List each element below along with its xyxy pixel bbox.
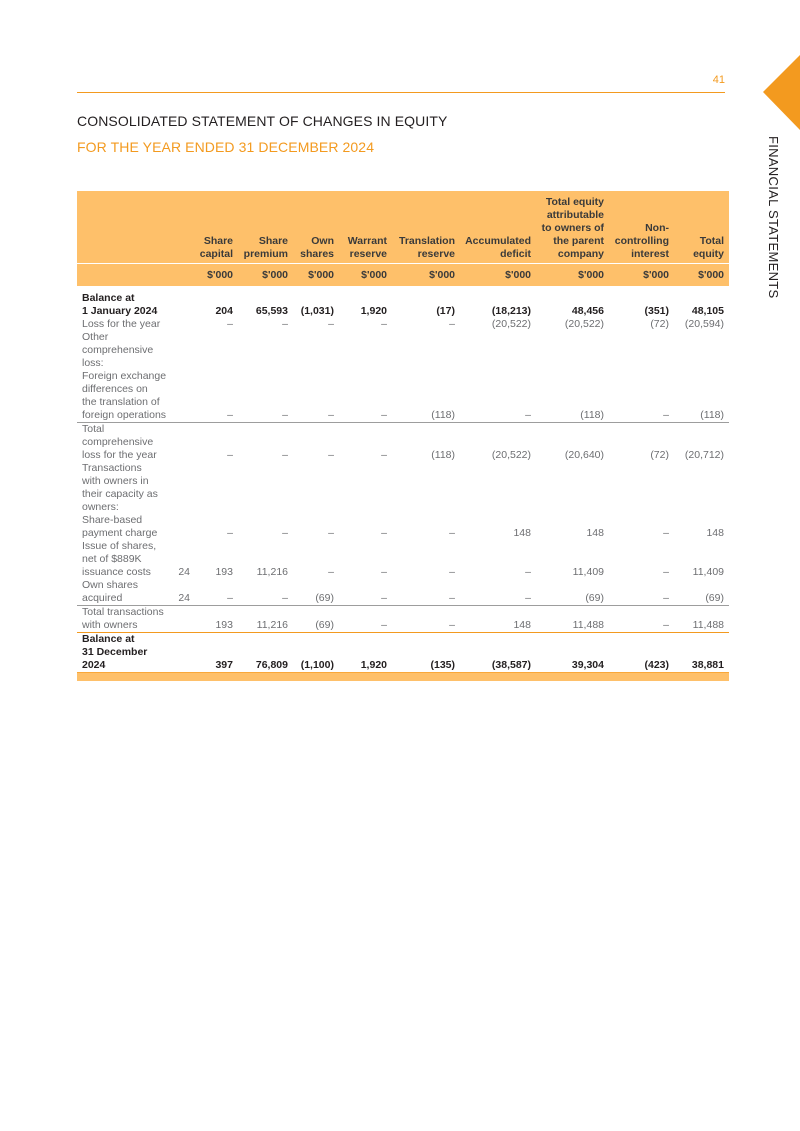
row-label-line: their capacity as <box>82 488 158 500</box>
column-header <box>77 191 172 264</box>
column-header <box>460 191 536 264</box>
cell-value: (1,031) <box>300 305 334 317</box>
row-label-line: Transactions <box>82 462 142 474</box>
footer-bar-cell <box>77 673 172 682</box>
cell-value <box>674 331 729 370</box>
footer-bar-cell <box>536 673 609 682</box>
cell-value: – <box>392 606 460 633</box>
cell-value: 11,409 <box>572 566 604 578</box>
column-header-line <box>392 209 455 222</box>
cell-value <box>392 331 460 370</box>
cell-value: 38,881 <box>674 633 729 673</box>
table-row <box>77 423 729 463</box>
note-ref <box>172 633 194 673</box>
row-label-line: 2024 <box>82 659 106 671</box>
note-ref <box>172 318 194 331</box>
cell-value: – <box>227 592 233 604</box>
cell-value: – <box>381 592 387 604</box>
footer-bar-cell <box>194 673 238 682</box>
cell-value: 11,216 <box>256 566 288 578</box>
column-header-line <box>609 209 669 222</box>
column-header-line <box>293 209 334 222</box>
column-header-line: Non- <box>645 222 669 234</box>
cell-value <box>238 462 293 514</box>
cell-value: (17) <box>436 305 455 317</box>
row-label-line: Own shares <box>82 579 139 591</box>
cell-value <box>460 462 536 514</box>
cell-value: 11,409 <box>692 566 724 578</box>
cell-value: – <box>328 527 334 539</box>
unit-label: $'000 <box>238 264 293 287</box>
column-header-line <box>339 196 387 209</box>
column-header-line <box>674 222 724 235</box>
cell-value: (423) <box>609 633 674 673</box>
table-row <box>77 286 729 318</box>
cell-value: 11,488 <box>536 606 609 633</box>
cell-value: 1,920 <box>339 633 392 673</box>
column-header-line <box>172 248 189 261</box>
equity-table <box>77 191 729 681</box>
column-header-line <box>77 222 172 235</box>
cell-value: 148 <box>460 606 536 633</box>
table-footer-bar <box>77 673 729 682</box>
cell-value: 76,809 <box>238 633 293 673</box>
column-header-line <box>172 222 189 235</box>
cell-value: 193 <box>194 606 238 633</box>
row-label-line: with owners <box>82 619 138 631</box>
cell-value: – <box>663 527 669 539</box>
column-header-line: Share <box>203 235 233 247</box>
column-header <box>172 191 194 264</box>
column-header-line <box>172 209 189 222</box>
column-header-line: deficit <box>500 248 531 260</box>
page-number: 41 <box>712 74 725 86</box>
column-header-line: controlling <box>614 235 669 247</box>
cell-value: (69) <box>705 592 724 604</box>
table-row <box>77 318 729 331</box>
cell-value: (20,522) <box>564 318 604 330</box>
row-label-line: acquired <box>82 592 123 604</box>
row-label <box>77 370 172 423</box>
row-label-line: Other <box>82 331 109 343</box>
note-ref: 24 <box>178 566 190 578</box>
row-label <box>77 286 172 318</box>
cell-value: – <box>293 423 339 463</box>
row-label-line: owners: <box>82 501 119 513</box>
cell-value: – <box>227 318 233 330</box>
column-header-line <box>392 196 455 209</box>
cell-value: (18,213) <box>491 305 531 317</box>
column-header-line <box>238 222 288 235</box>
footer-bar-cell <box>392 673 460 682</box>
unit-label: $'000 <box>293 264 339 287</box>
cell-value: (69) <box>293 606 339 633</box>
column-header-line <box>77 196 172 209</box>
column-header-line <box>194 222 233 235</box>
cell-value: – <box>663 566 669 578</box>
column-header-line <box>674 209 724 222</box>
cell-value: (20,522) <box>491 318 531 330</box>
row-label-line: payment charge <box>82 527 158 539</box>
cell-value: – <box>282 409 288 421</box>
row-label-line: Total <box>82 423 105 435</box>
column-header-line <box>77 235 172 248</box>
unit-label: $'000 <box>674 264 729 287</box>
cell-value: – <box>381 318 387 330</box>
unit-label: $'000 <box>339 264 392 287</box>
cell-value: – <box>449 527 455 539</box>
cell-value <box>194 331 238 370</box>
cell-value: – <box>227 527 233 539</box>
row-label-line: foreign operations <box>82 409 167 421</box>
column-header-line: interest <box>631 248 669 260</box>
cell-value: (351) <box>644 305 669 317</box>
note-ref: 24 <box>178 592 190 604</box>
unit-label: $'000 <box>609 264 674 287</box>
corner-tab <box>760 55 800 130</box>
note-ref <box>172 423 194 463</box>
cell-value: – <box>449 592 455 604</box>
column-header <box>194 191 238 264</box>
cell-value: – <box>339 423 392 463</box>
cell-value: – <box>282 318 288 330</box>
row-label <box>77 318 172 331</box>
row-label <box>77 331 172 370</box>
unit-label: $'000 <box>460 264 536 287</box>
cell-value: – <box>227 409 233 421</box>
column-header <box>536 191 609 264</box>
footer-bar-cell <box>293 673 339 682</box>
cell-value: – <box>328 566 334 578</box>
row-label-line: differences on <box>82 383 148 395</box>
column-header-line <box>609 196 669 209</box>
cell-value: – <box>449 566 455 578</box>
column-header-line <box>172 196 189 209</box>
row-label-line: issuance costs <box>82 566 151 578</box>
cell-value: (20,594) <box>684 318 724 330</box>
section-label-text: FINANCIAL STATEMENTS <box>766 136 781 299</box>
row-label-line: Balance at <box>82 633 135 645</box>
row-label-line: loss: <box>82 357 104 369</box>
row-label-line: the translation of <box>82 396 160 408</box>
column-header-line <box>460 222 531 235</box>
unit-label: $'000 <box>392 264 460 287</box>
row-label-line: with owners in <box>82 475 149 487</box>
row-label-line: Balance at <box>82 292 135 304</box>
column-header-line <box>293 196 334 209</box>
unit-label <box>77 264 172 287</box>
table-row <box>77 606 729 633</box>
column-header-line: to owners of <box>541 222 604 234</box>
row-label-line: Foreign exchange <box>82 370 167 382</box>
column-header-line <box>674 196 724 209</box>
note-ref <box>172 370 194 423</box>
row-label <box>77 579 172 606</box>
column-header-line <box>460 209 531 222</box>
cell-value: – <box>609 606 674 633</box>
cell-value: (38,587) <box>460 633 536 673</box>
column-header-line: Total <box>699 235 724 247</box>
column-header-line: the parent <box>553 235 604 247</box>
column-header-line: capital <box>199 248 233 260</box>
cell-value: – <box>525 409 531 421</box>
cell-value: – <box>381 527 387 539</box>
cell-value: (118) <box>431 409 455 421</box>
row-label-line: 1 January 2024 <box>82 305 158 317</box>
cell-value: – <box>525 592 531 604</box>
footer-bar-cell <box>674 673 729 682</box>
table-row <box>77 514 729 540</box>
row-label-line: Total transactions <box>82 606 164 618</box>
page-title: CONSOLIDATED STATEMENT OF CHANGES IN EQUITY <box>77 113 448 129</box>
note-ref <box>172 462 194 514</box>
column-header-line <box>194 196 233 209</box>
column-header-line <box>339 209 387 222</box>
cell-value <box>293 331 339 370</box>
row-label <box>77 606 172 633</box>
column-header <box>609 191 674 264</box>
column-header-line: equity <box>693 248 724 260</box>
cell-value: (20,640) <box>536 423 609 463</box>
column-header-line <box>194 209 233 222</box>
cell-value <box>609 462 674 514</box>
column-header-line: Accumulated <box>465 235 531 247</box>
column-header-line: reserve <box>349 248 387 260</box>
cell-value: – <box>381 566 387 578</box>
cell-value: (69) <box>585 592 604 604</box>
column-header-line: Total equity <box>545 196 604 208</box>
column-header-line: Own <box>311 235 334 247</box>
cell-value: – <box>663 409 669 421</box>
column-header-line: Translation <box>398 235 455 247</box>
cell-value: (118) <box>580 409 604 421</box>
row-label-line: net of $889K <box>82 553 142 565</box>
cell-value <box>609 331 674 370</box>
table-row <box>77 579 729 606</box>
cell-value: (1,100) <box>293 633 339 673</box>
footer-bar-cell <box>238 673 293 682</box>
header-row <box>77 191 729 264</box>
cell-value <box>339 331 392 370</box>
column-header <box>674 191 729 264</box>
cell-value: 48,456 <box>571 305 604 317</box>
column-header <box>392 191 460 264</box>
table-row <box>77 462 729 514</box>
cell-value <box>392 462 460 514</box>
cell-value: (118) <box>392 423 460 463</box>
note-ref <box>172 606 194 633</box>
cell-value: 148 <box>586 527 604 539</box>
row-label-line: comprehensive <box>82 436 154 448</box>
cell-value <box>194 462 238 514</box>
cell-value: – <box>238 423 293 463</box>
column-header-line <box>77 209 172 222</box>
cell-value: 11,216 <box>238 606 293 633</box>
cell-value: (69) <box>315 592 334 604</box>
cell-value: (118) <box>700 409 724 421</box>
row-label <box>77 423 172 463</box>
cell-value <box>238 331 293 370</box>
row-label <box>77 633 172 673</box>
unit-label <box>172 264 194 287</box>
cell-value: – <box>525 566 531 578</box>
column-header <box>238 191 293 264</box>
note-ref <box>172 331 194 370</box>
column-header-line: premium <box>243 248 288 260</box>
cell-value: 204 <box>215 305 233 317</box>
footer-bar-cell <box>609 673 674 682</box>
table-row <box>77 633 729 673</box>
cell-value <box>536 331 609 370</box>
cell-value: (72) <box>609 423 674 463</box>
page-subtitle: FOR THE YEAR ENDED 31 DECEMBER 2024 <box>77 139 375 155</box>
column-header-line <box>238 196 288 209</box>
cell-value: 48,105 <box>691 305 724 317</box>
cell-value: – <box>282 592 288 604</box>
cell-value: – <box>381 409 387 421</box>
table-row <box>77 331 729 370</box>
row-label-line: loss for the year <box>82 449 157 461</box>
column-header-line <box>339 222 387 235</box>
cell-value: 193 <box>215 566 233 578</box>
cell-value <box>536 462 609 514</box>
note-ref <box>172 286 194 318</box>
cell-value: (135) <box>392 633 460 673</box>
column-header-line <box>77 248 172 261</box>
column-header-line <box>172 235 189 248</box>
cell-value: – <box>328 318 334 330</box>
cell-value: – <box>282 527 288 539</box>
footer-bar-cell <box>460 673 536 682</box>
cell-value: 397 <box>194 633 238 673</box>
cell-value: 1,920 <box>360 305 387 317</box>
unit-label: $'000 <box>194 264 238 287</box>
cell-value <box>460 331 536 370</box>
column-header <box>339 191 392 264</box>
cell-value: – <box>449 318 455 330</box>
column-header-line <box>293 222 334 235</box>
column-header-line: reserve <box>417 248 455 260</box>
column-header-line: company <box>557 248 604 260</box>
cell-value <box>293 462 339 514</box>
cell-value: (20,712) <box>674 423 729 463</box>
footer-bar-cell <box>172 673 194 682</box>
cell-value: 148 <box>706 527 724 539</box>
column-header-line <box>238 209 288 222</box>
cell-value: – <box>328 409 334 421</box>
table-row <box>77 540 729 579</box>
column-header-line: Share <box>258 235 288 247</box>
row-label <box>77 514 172 540</box>
column-header-line: Warrant <box>347 235 387 247</box>
table-row <box>77 370 729 423</box>
cell-value: (72) <box>650 318 669 330</box>
unit-label: $'000 <box>536 264 609 287</box>
cell-value: 148 <box>513 527 531 539</box>
cell-value: 39,304 <box>536 633 609 673</box>
column-header-line: attributable <box>546 209 604 221</box>
row-label-line: Share-based <box>82 514 143 526</box>
note-ref <box>172 514 194 540</box>
row-label-line: Loss for the year <box>82 318 161 330</box>
row-label-line: 31 December <box>82 646 148 658</box>
row-label-line: comprehensive <box>82 344 154 356</box>
row-label <box>77 462 172 514</box>
cell-value <box>339 462 392 514</box>
cell-value: – <box>663 592 669 604</box>
column-header-line <box>392 222 455 235</box>
row-label <box>77 540 172 579</box>
cell-value: (20,522) <box>460 423 536 463</box>
column-header <box>293 191 339 264</box>
cell-value: – <box>339 606 392 633</box>
cell-value: 11,488 <box>674 606 729 633</box>
cell-value: – <box>194 423 238 463</box>
cell-value <box>674 462 729 514</box>
header-rule <box>77 92 725 93</box>
footer-bar-cell <box>339 673 392 682</box>
column-header-line <box>460 196 531 209</box>
cell-value: 65,593 <box>255 305 288 317</box>
column-header-line: shares <box>300 248 334 260</box>
units-row <box>77 264 729 287</box>
row-label-line: Issue of shares, <box>82 540 157 552</box>
